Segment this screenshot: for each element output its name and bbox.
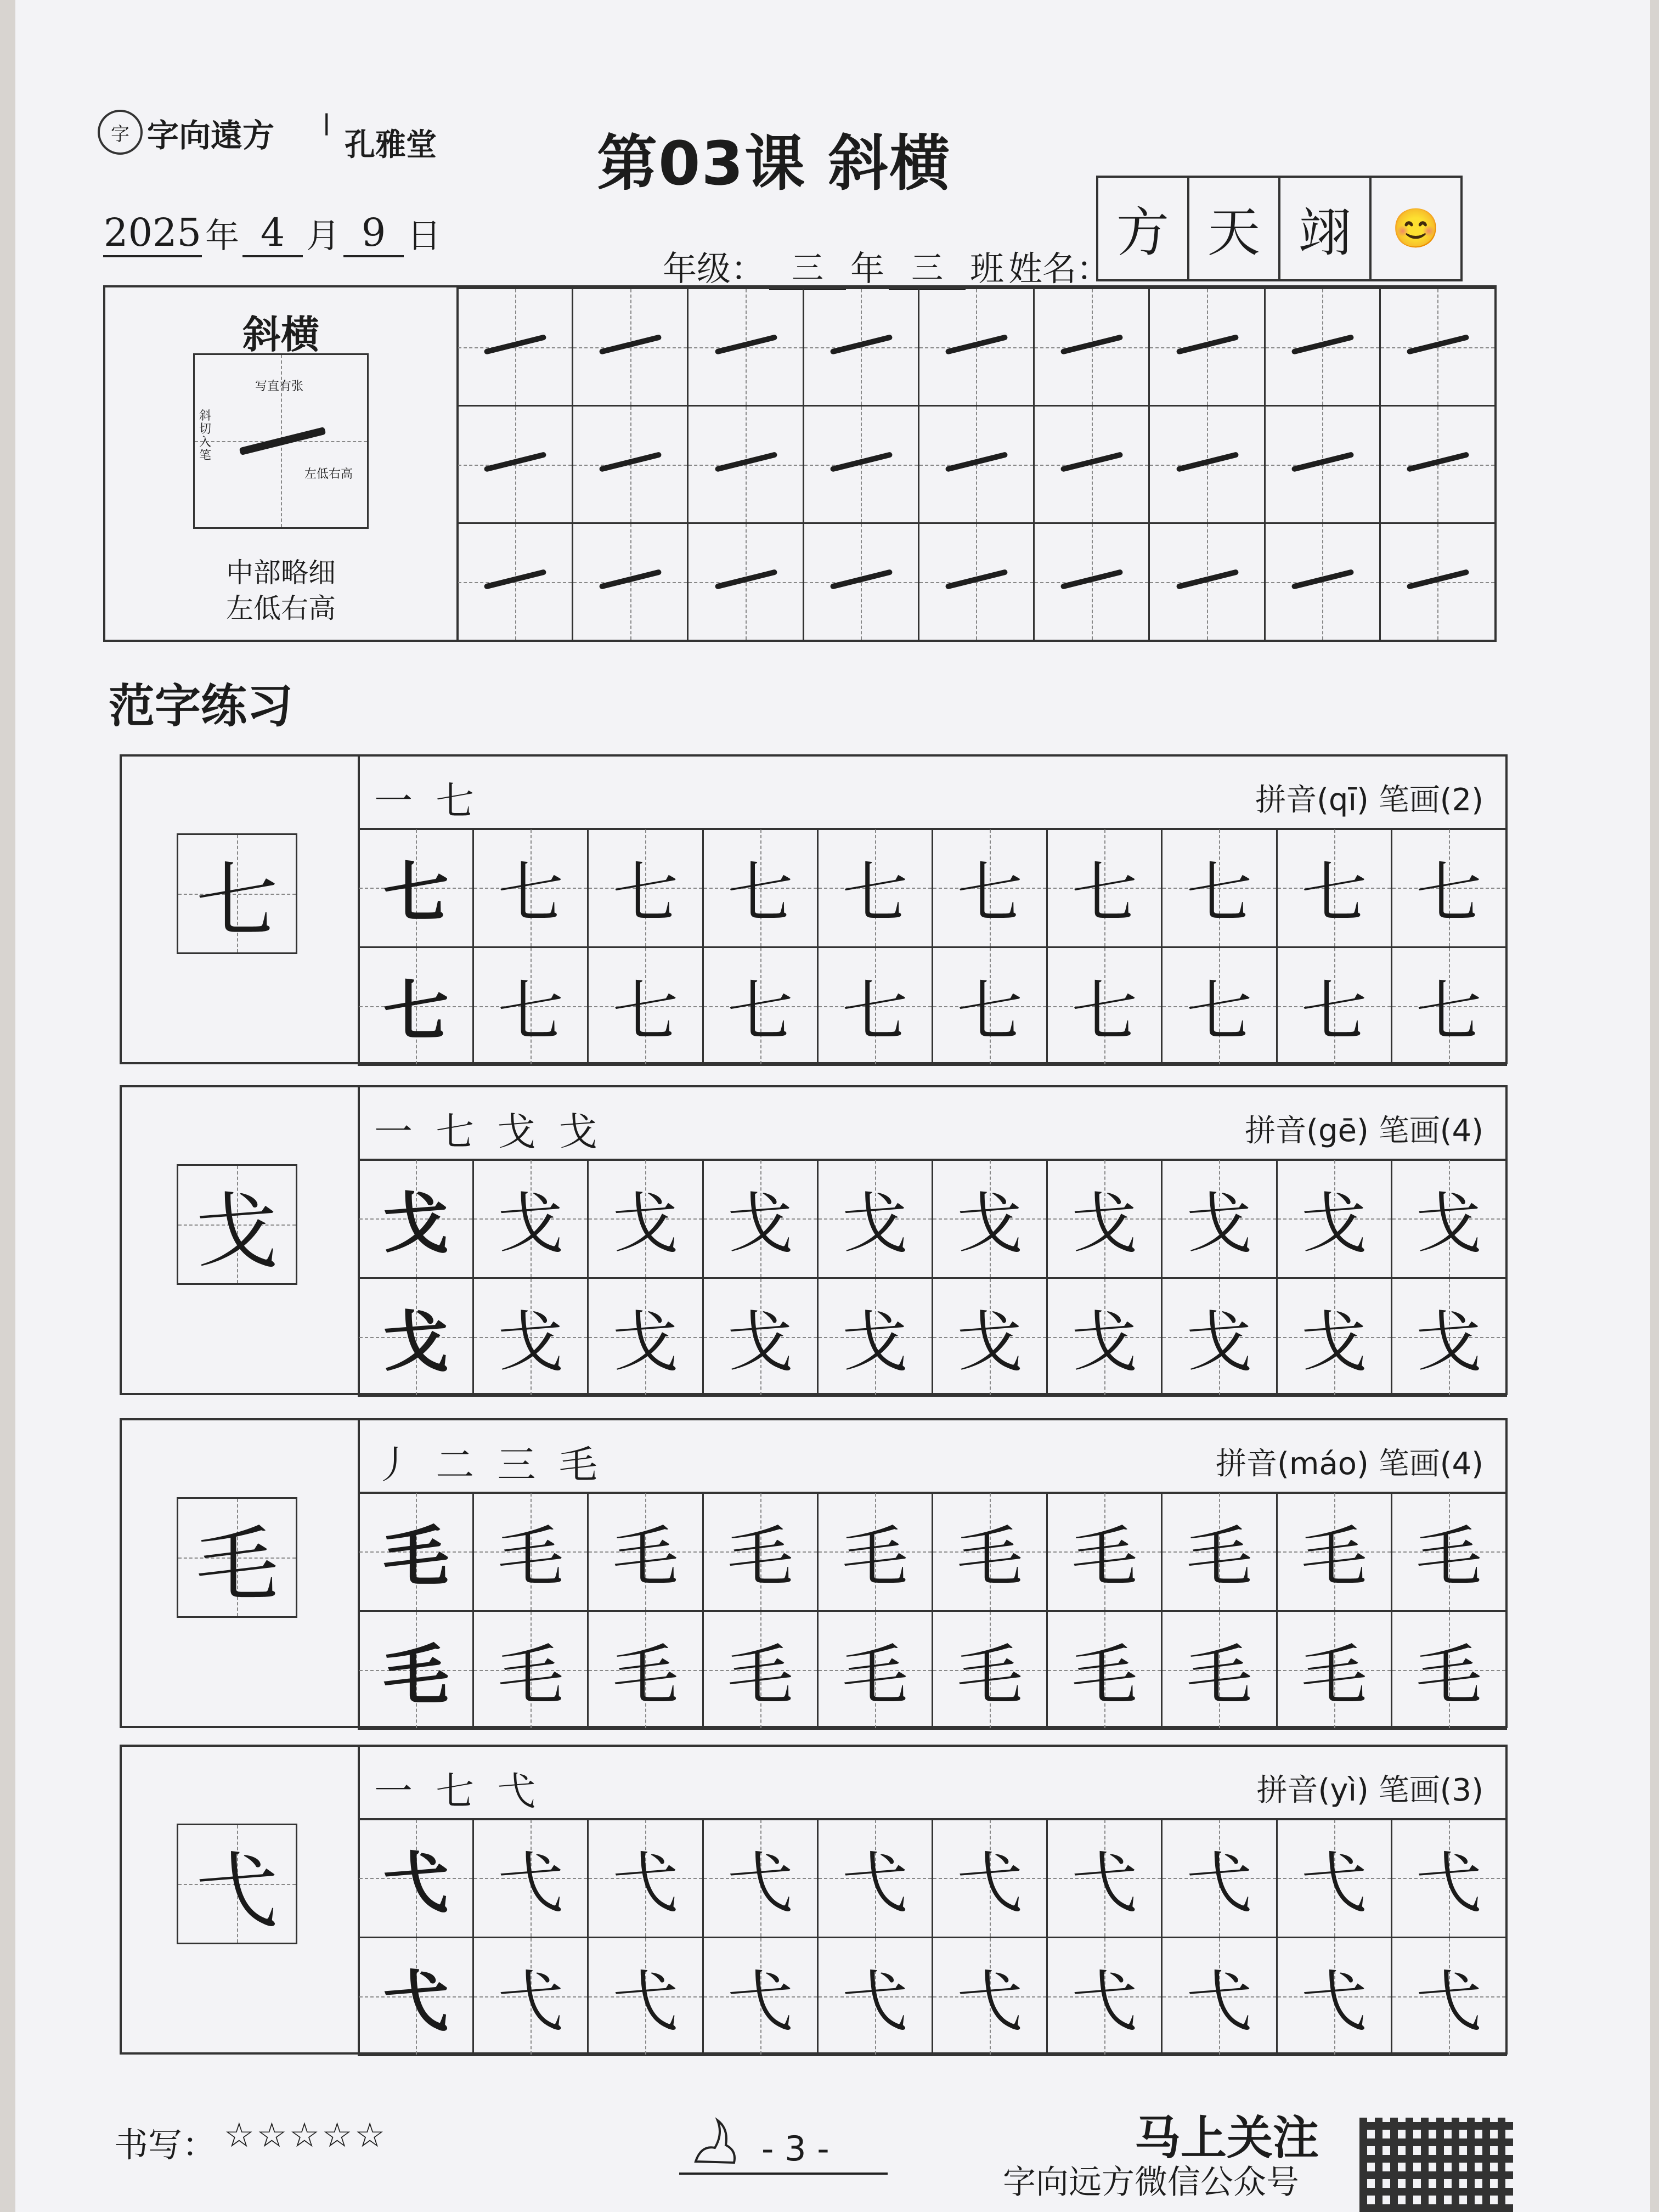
practice-cell — [1276, 1818, 1392, 1938]
page-number-underline — [679, 2172, 888, 2175]
practice-char: 戈 — [383, 1303, 449, 1381]
practice-cell — [472, 1492, 589, 1612]
char-info-row — [358, 1420, 1505, 1494]
practice-char: 七 — [1071, 855, 1138, 932]
practice-char: 戈 — [1301, 1304, 1367, 1381]
practice-cell — [1391, 1937, 1507, 2057]
date-line — [103, 208, 441, 257]
practice-cell — [932, 1937, 1048, 2057]
practice-char: 弋 — [1071, 1963, 1138, 2040]
practice-cell — [817, 1818, 933, 1938]
practice-cell — [932, 1818, 1048, 1938]
name-char-box: 天 — [1189, 178, 1280, 279]
name-char-box: 😊 — [1392, 206, 1440, 251]
grade-class-line — [663, 241, 1110, 290]
practice-char: 弋 — [727, 1963, 793, 2040]
diagram-label: 斜切入笔 — [199, 409, 212, 462]
stroke-practice-cell — [1264, 522, 1381, 641]
practice-char: 毛 — [1186, 1519, 1252, 1596]
practice-cell — [358, 946, 474, 1066]
practice-char: 七 — [1415, 855, 1482, 932]
model-char: 毛 — [195, 1517, 278, 1613]
stroke-order: 一 七 — [374, 778, 480, 823]
practice-cell — [1046, 946, 1163, 1066]
practice-cell — [1161, 828, 1277, 948]
practice-cell — [817, 1610, 933, 1730]
practice-cell — [1391, 1492, 1507, 1612]
practice-cell — [932, 1277, 1048, 1397]
stroke-demo-block — [103, 285, 1497, 642]
model-char: 戈 — [195, 1184, 278, 1280]
char-info-row — [358, 1087, 1505, 1161]
practice-cell — [472, 1818, 589, 1938]
practice-cell — [1046, 828, 1163, 948]
practice-cell — [1276, 1159, 1392, 1279]
date-month: 4 — [242, 210, 303, 257]
char-info-row — [358, 757, 1505, 830]
practice-cell — [587, 1277, 703, 1397]
grade-unit: 年 — [850, 249, 885, 289]
practice-char: 弋 — [1071, 1846, 1138, 1922]
worksheet-page — [15, 0, 1650, 2212]
model-char-box — [177, 1164, 297, 1285]
model-char: 弋 — [195, 1844, 278, 1939]
grade-value: 三 — [769, 242, 846, 290]
stroke-practice-cell — [456, 287, 573, 407]
name-label: 姓名： — [1008, 249, 1111, 289]
follow-title: 马上关注 — [1135, 2111, 1319, 2165]
practice-cell — [932, 828, 1048, 948]
practice-char: 七 — [383, 854, 449, 932]
practice-cell — [358, 1818, 474, 1938]
practice-cell — [1391, 1818, 1507, 1938]
stroke-practice-cell — [1148, 522, 1265, 641]
practice-cell — [702, 1610, 819, 1730]
stroke-practice-cell — [1379, 405, 1496, 524]
practice-char: 七 — [842, 973, 908, 1050]
logo-main: 字向遠方 — [147, 117, 275, 154]
practice-char: 戈 — [612, 1304, 679, 1381]
name-boxes — [1096, 176, 1463, 281]
stroke-practice-cell — [1033, 405, 1150, 524]
stroke-practice-cell — [1379, 522, 1496, 641]
practice-char: 戈 — [1186, 1186, 1252, 1263]
practice-char: 弋 — [1301, 1846, 1367, 1922]
practice-section-title: 范字练习 — [109, 679, 294, 733]
practice-char: 戈 — [1301, 1186, 1367, 1263]
stroke-practice-cell — [572, 287, 689, 407]
stroke-practice-cell — [803, 405, 919, 524]
model-char-panel — [122, 1420, 360, 1726]
date-year-label: 年 — [205, 216, 240, 256]
practice-block — [120, 1745, 1508, 2055]
practice-cell — [1276, 1937, 1392, 2057]
logo-partner: 孔雅堂 — [345, 127, 437, 163]
practice-cell — [1046, 1818, 1163, 1938]
practice-char: 七 — [1415, 973, 1482, 1050]
stroke-practice-cell — [456, 522, 573, 641]
stroke-note-1: 中部略细 — [226, 557, 336, 589]
practice-char: 弋 — [842, 1963, 908, 2040]
rating-stars: ☆☆☆☆☆ — [224, 2115, 387, 2155]
practice-char: 毛 — [1071, 1519, 1138, 1596]
practice-char: 弋 — [727, 1846, 793, 1922]
practice-char: 戈 — [498, 1304, 564, 1381]
practice-char: 七 — [498, 855, 564, 932]
practice-char: 戈 — [1186, 1304, 1252, 1381]
stroke-practice-cell — [1148, 405, 1265, 524]
practice-cell — [472, 828, 589, 948]
class-value: 三 — [889, 242, 966, 290]
practice-char: 弋 — [383, 1844, 449, 1922]
name-char-box: 翊 — [1280, 178, 1372, 279]
practice-cell — [1391, 828, 1507, 948]
stroke-practice-cell — [1379, 287, 1496, 407]
stroke-diagram — [193, 353, 369, 529]
practice-cell — [1161, 946, 1277, 1066]
stroke-practice-cell — [918, 287, 1035, 407]
practice-char: 毛 — [612, 1519, 679, 1596]
stroke-practice-grid — [456, 287, 1494, 640]
stroke-demo-title: 斜横 — [242, 312, 319, 357]
practice-cell — [702, 828, 819, 948]
practice-char: 毛 — [1186, 1637, 1252, 1714]
practice-cell — [932, 1159, 1048, 1279]
date-month-label: 月 — [306, 216, 341, 256]
stroke-practice-cell — [456, 405, 573, 524]
practice-cell — [817, 1492, 933, 1612]
practice-cell — [1391, 946, 1507, 1066]
practice-cell — [1391, 1610, 1507, 1730]
practice-cell — [1391, 1277, 1507, 1397]
practice-cell — [1161, 1937, 1277, 2057]
practice-char: 戈 — [727, 1186, 793, 1263]
pinyin-strokes-info: 拼音(máo) 笔画(4) — [1216, 1446, 1483, 1482]
stroke-practice-cell — [1033, 522, 1150, 641]
practice-char: 毛 — [1301, 1519, 1367, 1596]
practice-char: 七 — [1301, 855, 1367, 932]
practice-cell — [472, 946, 589, 1066]
practice-cell — [587, 946, 703, 1066]
stroke-practice-cell — [572, 522, 689, 641]
practice-char: 毛 — [727, 1637, 793, 1714]
stroke-practice-cell — [687, 287, 804, 407]
model-char-box — [177, 1497, 297, 1618]
model-char-panel — [122, 1747, 360, 2052]
practice-char: 毛 — [727, 1519, 793, 1596]
char-info-row — [358, 1747, 1505, 1820]
stroke-practice-cell — [918, 522, 1035, 641]
practice-block — [120, 1085, 1508, 1395]
practice-char: 戈 — [957, 1304, 1023, 1381]
pinyin-strokes-info: 拼音(gē) 笔画(4) — [1245, 1113, 1483, 1149]
practice-cell — [1161, 1610, 1277, 1730]
practice-char: 毛 — [1415, 1637, 1482, 1714]
practice-cell — [358, 1277, 474, 1397]
practice-char: 弋 — [498, 1963, 564, 2040]
page-number: - 3 - — [761, 2129, 830, 2169]
practice-cell — [817, 1937, 933, 2057]
practice-cell — [587, 1937, 703, 2057]
lesson-title: 第03课 斜横 — [597, 128, 951, 199]
practice-cell — [817, 828, 933, 948]
stroke-practice-cell — [572, 405, 689, 524]
practice-char: 戈 — [727, 1304, 793, 1381]
practice-char: 七 — [957, 973, 1023, 1050]
practice-char: 戈 — [957, 1186, 1023, 1263]
practice-char: 毛 — [498, 1637, 564, 1714]
model-char: 七 — [195, 854, 278, 949]
practice-char: 弋 — [957, 1963, 1023, 2040]
practice-char: 七 — [1186, 973, 1252, 1050]
stroke-order: 一 七 弋 — [374, 1769, 541, 1814]
practice-char: 戈 — [498, 1186, 564, 1263]
practice-cell — [702, 946, 819, 1066]
practice-char: 七 — [1186, 855, 1252, 932]
stroke-practice-cell — [1148, 287, 1265, 407]
practice-cell — [1161, 1159, 1277, 1279]
stroke-practice-cell — [1033, 287, 1150, 407]
practice-char: 弋 — [1415, 1846, 1482, 1922]
practice-char: 毛 — [957, 1637, 1023, 1714]
practice-cell — [587, 828, 703, 948]
logo-divider: | — [323, 110, 331, 136]
practice-char: 毛 — [612, 1637, 679, 1714]
follow-subtitle: 字向远方微信公众号 — [1003, 2163, 1299, 2202]
practice-char: 弋 — [1186, 1846, 1252, 1922]
practice-cell — [1276, 1277, 1392, 1397]
practice-cell — [587, 1159, 703, 1279]
practice-char: 戈 — [842, 1304, 908, 1381]
practice-cell — [702, 1277, 819, 1397]
model-char-box — [177, 1824, 297, 1944]
practice-cell — [472, 1610, 589, 1730]
rabbit-icon — [685, 2112, 745, 2172]
stroke-practice-cell — [918, 405, 1035, 524]
practice-char: 弋 — [1301, 1963, 1367, 2040]
practice-char: 七 — [727, 973, 793, 1050]
practice-char: 毛 — [1415, 1519, 1482, 1596]
practice-cell — [932, 1610, 1048, 1730]
model-char-panel — [122, 757, 360, 1062]
practice-cell — [587, 1818, 703, 1938]
practice-char: 毛 — [1301, 1637, 1367, 1714]
practice-cell — [587, 1610, 703, 1730]
practice-cell — [1161, 1818, 1277, 1938]
practice-cell — [702, 1492, 819, 1612]
grade-label: 年级： — [663, 249, 765, 289]
practice-char: 戈 — [1071, 1186, 1138, 1263]
practice-block — [120, 754, 1508, 1064]
practice-cell — [1046, 1277, 1163, 1397]
date-year: 2025 — [103, 210, 202, 257]
practice-cell — [472, 1277, 589, 1397]
date-day-label: 日 — [407, 216, 442, 256]
practice-cell — [587, 1492, 703, 1612]
practice-cell — [1161, 1492, 1277, 1612]
practice-char: 戈 — [842, 1186, 908, 1263]
practice-cell — [358, 828, 474, 948]
practice-cell — [358, 1937, 474, 2057]
practice-char: 七 — [498, 973, 564, 1050]
practice-char: 弋 — [383, 1962, 449, 2040]
practice-cell — [1161, 1277, 1277, 1397]
stroke-note-2: 左低右高 — [226, 592, 336, 624]
stroke-order: 一 七 戈 戈 — [374, 1109, 603, 1154]
practice-cell — [358, 1492, 474, 1612]
practice-char: 七 — [957, 855, 1023, 932]
practice-char: 戈 — [1071, 1304, 1138, 1381]
practice-char: 弋 — [498, 1846, 564, 1922]
practice-cell — [817, 946, 933, 1066]
practice-char: 七 — [612, 973, 679, 1050]
practice-char: 七 — [383, 972, 449, 1050]
diagram-label: 左低右高 — [304, 467, 353, 481]
practice-char: 毛 — [957, 1519, 1023, 1596]
practice-cell — [1391, 1159, 1507, 1279]
practice-cell — [1046, 1159, 1163, 1279]
practice-cell — [932, 1492, 1048, 1612]
practice-char: 弋 — [612, 1963, 679, 2040]
practice-block — [120, 1418, 1508, 1728]
practice-char: 毛 — [842, 1637, 908, 1714]
class-unit: 班 — [970, 249, 1005, 289]
practice-char: 毛 — [383, 1518, 449, 1596]
practice-cell — [1046, 1492, 1163, 1612]
practice-char: 弋 — [1186, 1963, 1252, 2040]
practice-char: 毛 — [842, 1519, 908, 1596]
practice-char: 戈 — [1415, 1304, 1482, 1381]
stroke-practice-cell — [687, 405, 804, 524]
writing-rating-label: 书写： — [114, 2125, 217, 2165]
practice-cell — [817, 1159, 933, 1279]
practice-char: 毛 — [498, 1519, 564, 1596]
stroke-practice-cell — [1264, 405, 1381, 524]
practice-cell — [1276, 828, 1392, 948]
practice-cell — [358, 1610, 474, 1730]
pinyin-strokes-info: 拼音(yì) 笔画(3) — [1256, 1773, 1483, 1808]
model-char-panel — [122, 1087, 360, 1393]
practice-char: 戈 — [383, 1185, 449, 1263]
practice-cell — [1046, 1610, 1163, 1730]
practice-cell — [932, 946, 1048, 1066]
practice-cell — [472, 1159, 589, 1279]
practice-cell — [702, 1159, 819, 1279]
practice-char: 弋 — [1415, 1963, 1482, 2040]
stroke-order: 丿 二 三 毛 — [374, 1442, 603, 1487]
practice-cell — [702, 1818, 819, 1938]
practice-cell — [1276, 946, 1392, 1066]
model-char-box — [177, 833, 297, 954]
practice-char: 七 — [612, 855, 679, 932]
practice-cell — [1046, 1937, 1163, 2057]
practice-char: 弋 — [957, 1846, 1023, 1922]
practice-cell — [358, 1159, 474, 1279]
practice-char: 戈 — [612, 1186, 679, 1263]
qr-code — [1359, 2118, 1513, 2212]
practice-cell — [472, 1937, 589, 2057]
practice-cell — [1276, 1610, 1392, 1730]
logo-seal-icon: 字 — [98, 110, 143, 155]
stroke-practice-cell — [687, 522, 804, 641]
practice-char: 弋 — [612, 1846, 679, 1922]
name-char-box: 方 — [1098, 178, 1189, 279]
practice-cell — [817, 1277, 933, 1397]
practice-char: 毛 — [1071, 1637, 1138, 1714]
practice-char: 七 — [842, 855, 908, 932]
diagram-label: 写直有张 — [255, 380, 304, 393]
practice-char: 戈 — [1415, 1186, 1482, 1263]
date-day: 9 — [343, 210, 404, 257]
stroke-practice-cell — [1264, 287, 1381, 407]
practice-char: 弋 — [842, 1846, 908, 1922]
practice-cell — [1276, 1492, 1392, 1612]
practice-cell — [702, 1937, 819, 2057]
stroke-demo-sidebar — [105, 287, 459, 640]
stroke-practice-cell — [803, 522, 919, 641]
practice-char: 毛 — [383, 1636, 449, 1714]
practice-char: 七 — [1071, 973, 1138, 1050]
pinyin-strokes-info: 拼音(qī) 笔画(2) — [1255, 782, 1483, 818]
practice-char: 七 — [727, 855, 793, 932]
stroke-practice-cell — [803, 287, 919, 407]
practice-char: 七 — [1301, 973, 1367, 1050]
